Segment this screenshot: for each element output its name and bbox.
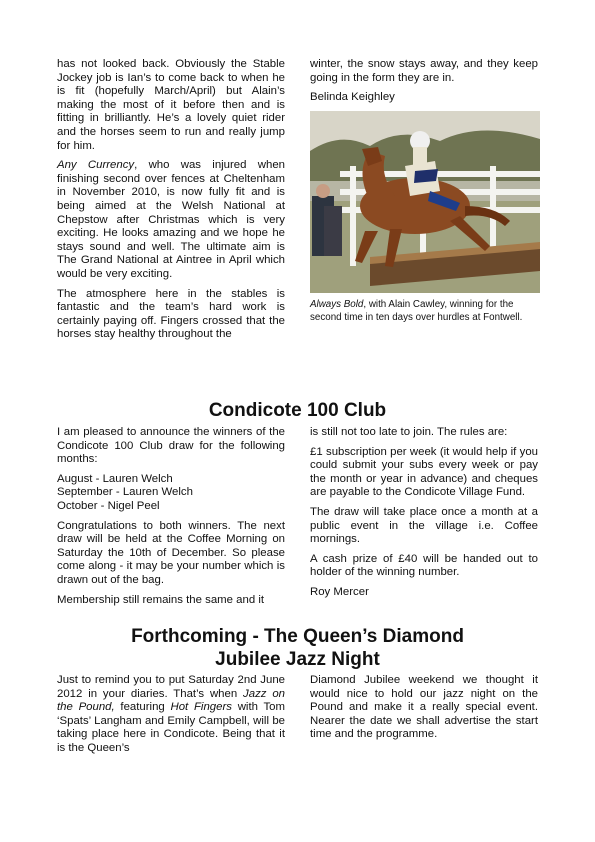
jazz-right-column <box>310 674 538 742</box>
article1-paragraph-4: winter, the snow stays away, and they keep going in the form they are in. <box>310 58 538 84</box>
club-draw: The draw will take place once a month at a public event in the village i.e. Coffee mornings. <box>310 505 538 546</box>
jazz-band-name: Hot Fingers <box>170 701 232 714</box>
winners-list <box>57 473 285 514</box>
club-right-column <box>310 426 538 600</box>
jazz-text-a: Just to remind you to put Saturday 2nd June 2012 in your diaries. That’s when <box>57 674 285 700</box>
photo-caption <box>310 299 542 324</box>
jazz-text-b: featuring <box>114 701 171 714</box>
winner-september: September - Lauren Welch <box>57 486 193 499</box>
horse-name-any-currency: Any Currency <box>57 159 135 172</box>
club-left-column <box>57 426 285 607</box>
article1-paragraph-any-currency <box>57 159 285 281</box>
article1-left-column <box>57 58 285 342</box>
article1-paragraph-3: The atmosphere here in the stables is fantastic and the team’s hard work is certainly paying off. Fingers crossed that the horses stay healthy throughout the <box>57 287 285 341</box>
club-rules-intro: is still not too late to join. The rules are: <box>310 426 508 438</box>
jazz-heading-line1: Forthcoming - The Queen’s Diamond <box>131 626 464 647</box>
article1-paragraph-1: has not looked back. Obviously the Stable Jockey job is Ian’s to come back to when he is fit (hopefully March/April) but Alain’s making the most of it before then and is fitting in brilliantly. He’s a lovely quiet rider and the horses seem to run and really jump for him. <box>57 58 285 152</box>
club-membership: Membership still remains the same and it <box>57 593 265 606</box>
jazz-heading-line2: Jubilee Jazz Night <box>215 649 380 670</box>
club-subscription: £1 subscription per week (it would help if you could submit your subs every week or pay the month or year in advance) and cheques are payable to the Condicote Village Fund. <box>310 445 538 499</box>
winner-october: October - Nigel Peel <box>57 499 160 512</box>
jazz-paragraph-left <box>57 674 285 756</box>
club-heading: Condicote 100 Club <box>208 400 387 421</box>
any-currency-text: , who was injured when finishing second over fences at Cheltenham in November 2010, is now fully fit and is being aimed at the Welsh National at Chepstow after Christmas which is very exciting. He looks amazing and we hope he stays sound and well. The ultimate aim is The Grand National at Aintree in April which would be very exciting. <box>57 159 285 280</box>
article1-right-column <box>310 58 538 105</box>
jazz-event-name: Jazz on the Pound, <box>57 687 285 714</box>
winner-august: August - Lauren Welch <box>57 472 173 485</box>
caption-text: , with Alain Cawley, winning for the second time in ten days over hurdles at Fontwell. <box>310 299 523 323</box>
jazz-paragraph-right: Diamond Jubilee weekend we thought it would nice to hold our jazz night on the Pound and make it a really special event. Nearer the date we shall advertise the start time and the programme. <box>310 674 538 741</box>
club-congrats: Congratulations to both winners. The next draw will be held at the Coffee Morning on Saturday the 10th of December. So please come along - it may be your number which is drawn out of the bag. <box>57 519 285 586</box>
horse-photo <box>310 111 540 293</box>
jazz-text-c: with Tom ‘Spats’ Langham and Emily Campbell, will be taking place here in Condicote. Being that it is the Queen’s <box>57 701 285 754</box>
horse-jumping-image <box>310 111 540 293</box>
caption-horse-name: Always Bold <box>310 299 364 310</box>
article1-author: Belinda Keighley <box>310 91 395 104</box>
club-author: Roy Mercer <box>310 585 369 598</box>
club-prize: A cash prize of £40 will be handed out to holder of the winning number. <box>310 552 538 579</box>
club-intro: I am pleased to announce the winners of the Condicote 100 Club draw for the following months: <box>57 426 285 466</box>
jazz-left-column <box>57 674 285 756</box>
